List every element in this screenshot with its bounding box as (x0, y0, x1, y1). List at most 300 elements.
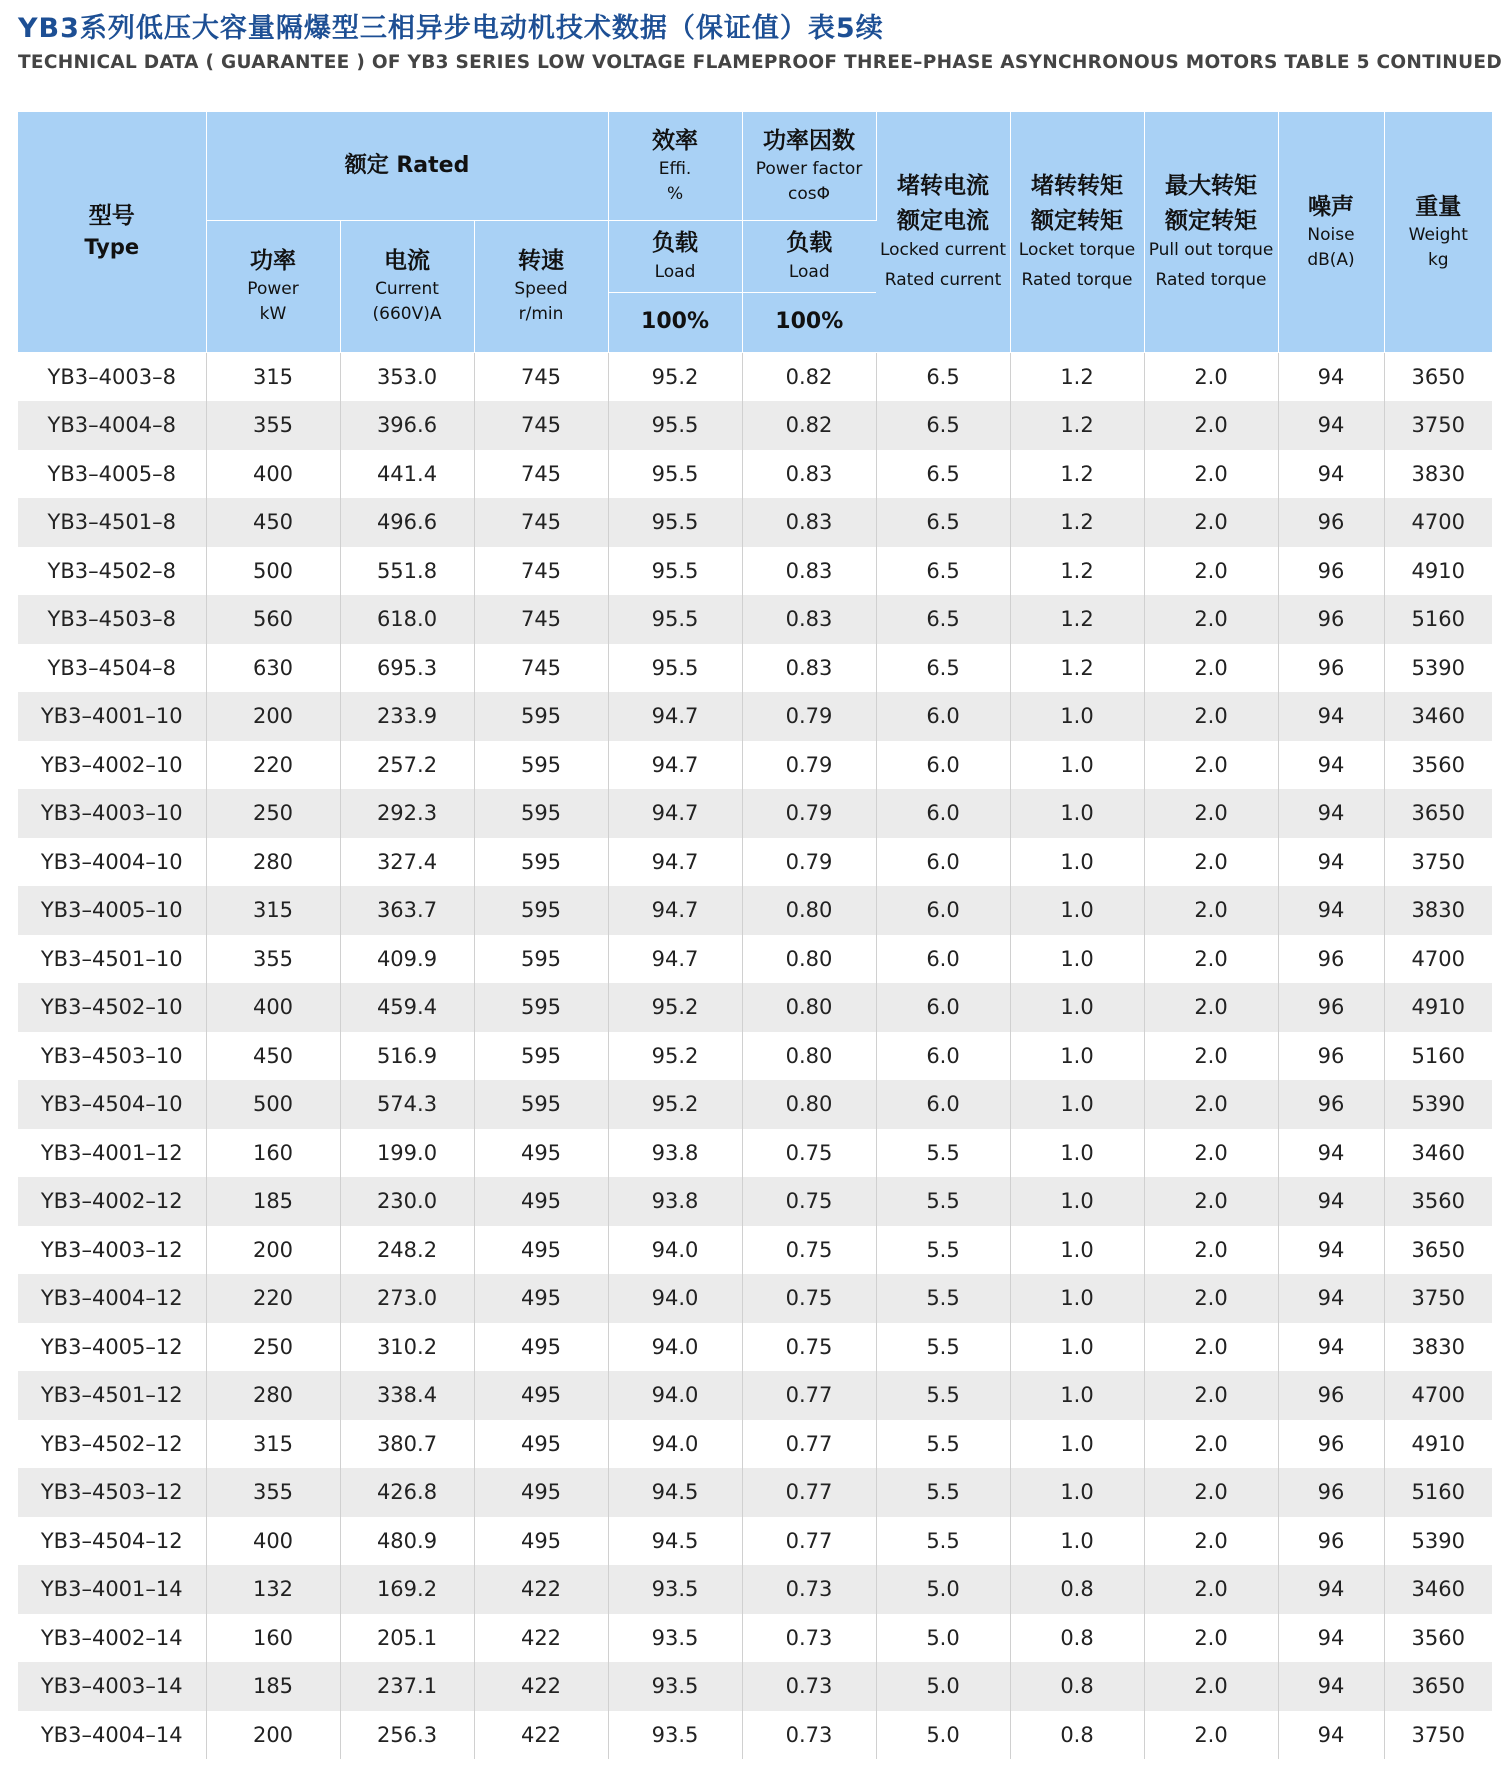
cell-efficiency: 95.2 (608, 983, 742, 1032)
cell-locked-torque-ratio: 0.8 (1010, 1662, 1144, 1711)
cell-type: YB3–4002–12 (18, 1177, 206, 1226)
cell-max-torque-ratio: 2.0 (1144, 1614, 1278, 1663)
cell-speed: 745 (474, 595, 608, 644)
cell-speed: 595 (474, 789, 608, 838)
cell-efficiency: 94.7 (608, 789, 742, 838)
table-row (18, 692, 1492, 741)
cell-efficiency: 95.5 (608, 595, 742, 644)
header-type: 型号 Type (18, 112, 206, 352)
cell-efficiency: 95.2 (608, 1032, 742, 1081)
header-eff-load: 负载 Load (608, 220, 742, 292)
cell-speed: 595 (474, 886, 608, 935)
cell-max-torque-ratio: 2.0 (1144, 547, 1278, 596)
cell-weight: 5160 (1384, 1468, 1492, 1517)
cell-locked-current-ratio: 5.5 (876, 1129, 1010, 1178)
table-row (18, 1274, 1492, 1323)
technical-data-table (18, 112, 1492, 1759)
cell-speed: 495 (474, 1371, 608, 1420)
table-row (18, 547, 1492, 596)
cell-locked-torque-ratio: 1.0 (1010, 1420, 1144, 1469)
cell-speed: 595 (474, 838, 608, 887)
cell-weight: 3750 (1384, 401, 1492, 450)
table-row (18, 838, 1492, 887)
cell-speed: 745 (474, 498, 608, 547)
cell-locked-torque-ratio: 0.8 (1010, 1614, 1144, 1663)
cell-power-factor: 0.83 (742, 547, 876, 596)
cell-current: 459.4 (340, 983, 474, 1032)
cell-power: 355 (206, 1468, 340, 1517)
cell-noise: 96 (1278, 595, 1384, 644)
table-row (18, 1420, 1492, 1469)
cell-locked-current-ratio: 5.0 (876, 1662, 1010, 1711)
cell-power-factor: 0.80 (742, 935, 876, 984)
cell-power: 315 (206, 1420, 340, 1469)
cell-speed: 495 (474, 1129, 608, 1178)
cell-max-torque-ratio: 2.0 (1144, 789, 1278, 838)
cell-weight: 5390 (1384, 644, 1492, 693)
cell-power: 400 (206, 1517, 340, 1566)
cell-power: 450 (206, 1032, 340, 1081)
cell-power-factor: 0.75 (742, 1274, 876, 1323)
cell-weight: 3650 (1384, 1662, 1492, 1711)
cell-weight: 4910 (1384, 1420, 1492, 1469)
header-pf-load: 负载 Load (742, 220, 876, 292)
cell-power: 560 (206, 595, 340, 644)
cell-weight: 3650 (1384, 1226, 1492, 1275)
cell-power-factor: 0.82 (742, 401, 876, 450)
cell-locked-torque-ratio: 1.0 (1010, 1129, 1144, 1178)
cell-type: YB3–4503–8 (18, 595, 206, 644)
cell-power-factor: 0.79 (742, 838, 876, 887)
cell-power-factor: 0.79 (742, 692, 876, 741)
cell-noise: 94 (1278, 1662, 1384, 1711)
cell-noise: 96 (1278, 1032, 1384, 1081)
cell-locked-torque-ratio: 0.8 (1010, 1565, 1144, 1614)
cell-efficiency: 95.5 (608, 547, 742, 596)
table-row (18, 1468, 1492, 1517)
cell-weight: 4910 (1384, 547, 1492, 596)
header-max-torque: 最大转矩 额定转矩 Pull out torque Rated torque (1144, 112, 1278, 352)
cell-current: 695.3 (340, 644, 474, 693)
header-power: 功率 Power kW (206, 220, 340, 352)
table-row (18, 1177, 1492, 1226)
cell-power: 200 (206, 692, 340, 741)
cell-weight: 3650 (1384, 789, 1492, 838)
cell-locked-current-ratio: 6.0 (876, 1080, 1010, 1129)
cell-locked-torque-ratio: 1.0 (1010, 1080, 1144, 1129)
cell-weight: 3460 (1384, 1129, 1492, 1178)
cell-noise: 94 (1278, 1323, 1384, 1372)
cell-type: YB3–4001–12 (18, 1129, 206, 1178)
cell-type: YB3–4501–8 (18, 498, 206, 547)
cell-current: 496.6 (340, 498, 474, 547)
cell-locked-torque-ratio: 1.0 (1010, 789, 1144, 838)
cell-type: YB3–4502–12 (18, 1420, 206, 1469)
header-current: 电流 Current (660V)A (340, 220, 474, 352)
cell-weight: 3460 (1384, 1565, 1492, 1614)
cell-weight: 3830 (1384, 1323, 1492, 1372)
cell-weight: 5390 (1384, 1080, 1492, 1129)
cell-locked-torque-ratio: 1.2 (1010, 547, 1144, 596)
cell-locked-torque-ratio: 1.2 (1010, 450, 1144, 499)
cell-max-torque-ratio: 2.0 (1144, 644, 1278, 693)
cell-noise: 96 (1278, 498, 1384, 547)
cell-weight: 3830 (1384, 886, 1492, 935)
cell-locked-torque-ratio: 1.0 (1010, 1468, 1144, 1517)
cell-current: 327.4 (340, 838, 474, 887)
cell-max-torque-ratio: 2.0 (1144, 886, 1278, 935)
cell-type: YB3–4002–10 (18, 741, 206, 790)
table-row (18, 935, 1492, 984)
cell-weight: 5160 (1384, 595, 1492, 644)
cell-power-factor: 0.73 (742, 1662, 876, 1711)
header-efficiency: 效率 Effi. % (608, 112, 742, 220)
cell-current: 237.1 (340, 1662, 474, 1711)
cell-efficiency: 94.5 (608, 1517, 742, 1566)
cell-speed: 495 (474, 1517, 608, 1566)
header-power-factor: 功率因数 Power factor cosΦ (742, 112, 876, 220)
cell-power-factor: 0.83 (742, 450, 876, 499)
cell-locked-current-ratio: 6.0 (876, 886, 1010, 935)
cell-max-torque-ratio: 2.0 (1144, 1468, 1278, 1517)
header-speed: 转速 Speed r/min (474, 220, 608, 352)
cell-power-factor: 0.80 (742, 886, 876, 935)
cell-speed: 495 (474, 1420, 608, 1469)
cell-speed: 495 (474, 1274, 608, 1323)
cell-weight: 3560 (1384, 1614, 1492, 1663)
cell-locked-torque-ratio: 1.0 (1010, 838, 1144, 887)
cell-noise: 94 (1278, 1177, 1384, 1226)
cell-max-torque-ratio: 2.0 (1144, 1032, 1278, 1081)
cell-weight: 4910 (1384, 983, 1492, 1032)
cell-max-torque-ratio: 2.0 (1144, 1565, 1278, 1614)
cell-current: 230.0 (340, 1177, 474, 1226)
table-row (18, 644, 1492, 693)
cell-power: 160 (206, 1129, 340, 1178)
cell-locked-torque-ratio: 1.2 (1010, 595, 1144, 644)
cell-power-factor: 0.77 (742, 1371, 876, 1420)
cell-locked-torque-ratio: 1.2 (1010, 352, 1144, 401)
cell-speed: 745 (474, 401, 608, 450)
cell-power: 250 (206, 1323, 340, 1372)
cell-current: 551.8 (340, 547, 474, 596)
cell-noise: 94 (1278, 1129, 1384, 1178)
cell-max-torque-ratio: 2.0 (1144, 1129, 1278, 1178)
cell-type: YB3–4002–14 (18, 1614, 206, 1663)
cell-max-torque-ratio: 2.0 (1144, 1080, 1278, 1129)
cell-speed: 595 (474, 1080, 608, 1129)
cell-type: YB3–4003–10 (18, 789, 206, 838)
cell-locked-current-ratio: 5.0 (876, 1565, 1010, 1614)
table-row (18, 401, 1492, 450)
cell-efficiency: 93.8 (608, 1129, 742, 1178)
cell-current: 353.0 (340, 352, 474, 401)
cell-locked-torque-ratio: 1.0 (1010, 886, 1144, 935)
cell-locked-current-ratio: 5.5 (876, 1177, 1010, 1226)
cell-power-factor: 0.83 (742, 595, 876, 644)
cell-locked-torque-ratio: 1.0 (1010, 1274, 1144, 1323)
cell-noise: 94 (1278, 1226, 1384, 1275)
cell-locked-current-ratio: 6.0 (876, 935, 1010, 984)
table-row (18, 450, 1492, 499)
cell-max-torque-ratio: 2.0 (1144, 1177, 1278, 1226)
cell-locked-current-ratio: 5.0 (876, 1614, 1010, 1663)
cell-efficiency: 94.7 (608, 741, 742, 790)
cell-speed: 495 (474, 1468, 608, 1517)
cell-power-factor: 0.73 (742, 1614, 876, 1663)
cell-current: 256.3 (340, 1711, 474, 1760)
cell-weight: 3750 (1384, 1274, 1492, 1323)
cell-power-factor: 0.77 (742, 1517, 876, 1566)
cell-locked-current-ratio: 6.5 (876, 547, 1010, 596)
table-row (18, 789, 1492, 838)
cell-power: 250 (206, 789, 340, 838)
cell-locked-current-ratio: 6.5 (876, 450, 1010, 499)
cell-current: 618.0 (340, 595, 474, 644)
cell-current: 248.2 (340, 1226, 474, 1275)
header-noise: 噪声 Noise dB(A) (1278, 112, 1384, 352)
cell-speed: 595 (474, 935, 608, 984)
cell-max-torque-ratio: 2.0 (1144, 1711, 1278, 1760)
table-row (18, 1226, 1492, 1275)
cell-noise: 96 (1278, 547, 1384, 596)
cell-type: YB3–4005–12 (18, 1323, 206, 1372)
table-row (18, 1711, 1492, 1760)
cell-efficiency: 95.2 (608, 1080, 742, 1129)
header-pf-load-pct: 100% (742, 292, 876, 352)
cell-noise: 94 (1278, 450, 1384, 499)
cell-type: YB3–4502–10 (18, 983, 206, 1032)
cell-efficiency: 94.0 (608, 1371, 742, 1420)
cell-type: YB3–4003–12 (18, 1226, 206, 1275)
cell-noise: 96 (1278, 1517, 1384, 1566)
cell-locked-current-ratio: 6.0 (876, 1032, 1010, 1081)
cell-noise: 94 (1278, 886, 1384, 935)
table-row (18, 1371, 1492, 1420)
cell-current: 199.0 (340, 1129, 474, 1178)
cell-power-factor: 0.79 (742, 741, 876, 790)
table-row (18, 741, 1492, 790)
cell-efficiency: 95.5 (608, 401, 742, 450)
cell-power: 500 (206, 547, 340, 596)
cell-max-torque-ratio: 2.0 (1144, 401, 1278, 450)
cell-current: 233.9 (340, 692, 474, 741)
cell-locked-torque-ratio: 1.0 (1010, 1323, 1144, 1372)
cell-power: 355 (206, 935, 340, 984)
cell-locked-current-ratio: 5.0 (876, 1711, 1010, 1760)
cell-noise: 94 (1278, 352, 1384, 401)
cell-locked-current-ratio: 5.5 (876, 1420, 1010, 1469)
cell-efficiency: 95.5 (608, 644, 742, 693)
cell-power-factor: 0.82 (742, 352, 876, 401)
cell-efficiency: 93.5 (608, 1614, 742, 1663)
cell-noise: 94 (1278, 692, 1384, 741)
cell-power: 315 (206, 352, 340, 401)
cell-max-torque-ratio: 2.0 (1144, 595, 1278, 644)
cell-locked-torque-ratio: 1.2 (1010, 401, 1144, 450)
cell-type: YB3–4001–14 (18, 1565, 206, 1614)
cell-locked-torque-ratio: 1.0 (1010, 1517, 1144, 1566)
table-row (18, 1662, 1492, 1711)
cell-efficiency: 94.0 (608, 1323, 742, 1372)
cell-locked-current-ratio: 5.5 (876, 1226, 1010, 1275)
cell-power: 132 (206, 1565, 340, 1614)
cell-current: 480.9 (340, 1517, 474, 1566)
cell-locked-torque-ratio: 1.2 (1010, 498, 1144, 547)
cell-locked-torque-ratio: 1.0 (1010, 1177, 1144, 1226)
cell-max-torque-ratio: 2.0 (1144, 692, 1278, 741)
cell-max-torque-ratio: 2.0 (1144, 450, 1278, 499)
cell-noise: 94 (1278, 401, 1384, 450)
cell-speed: 495 (474, 1323, 608, 1372)
cell-power-factor: 0.80 (742, 1032, 876, 1081)
cell-max-torque-ratio: 2.0 (1144, 1371, 1278, 1420)
cell-current: 257.2 (340, 741, 474, 790)
cell-noise: 96 (1278, 983, 1384, 1032)
cell-power: 400 (206, 450, 340, 499)
cell-max-torque-ratio: 2.0 (1144, 498, 1278, 547)
cell-current: 396.6 (340, 401, 474, 450)
cell-type: YB3–4504–10 (18, 1080, 206, 1129)
cell-efficiency: 94.7 (608, 935, 742, 984)
cell-locked-torque-ratio: 0.8 (1010, 1711, 1144, 1760)
cell-max-torque-ratio: 2.0 (1144, 983, 1278, 1032)
cell-noise: 94 (1278, 1274, 1384, 1323)
cell-current: 338.4 (340, 1371, 474, 1420)
cell-efficiency: 95.2 (608, 352, 742, 401)
cell-locked-current-ratio: 6.5 (876, 644, 1010, 693)
cell-weight: 4700 (1384, 498, 1492, 547)
table-row (18, 352, 1492, 401)
cell-weight: 3750 (1384, 1711, 1492, 1760)
cell-speed: 745 (474, 547, 608, 596)
cell-type: YB3–4004–8 (18, 401, 206, 450)
cell-locked-current-ratio: 6.5 (876, 595, 1010, 644)
cell-max-torque-ratio: 2.0 (1144, 1662, 1278, 1711)
cell-locked-current-ratio: 6.0 (876, 789, 1010, 838)
cell-noise: 96 (1278, 1468, 1384, 1517)
cell-speed: 745 (474, 644, 608, 693)
cell-power-factor: 0.80 (742, 983, 876, 1032)
cell-power: 220 (206, 1274, 340, 1323)
cell-efficiency: 94.5 (608, 1468, 742, 1517)
cell-power: 220 (206, 741, 340, 790)
header-locked-current: 堵转电流 额定电流 Locked current Rated current (876, 112, 1010, 352)
cell-efficiency: 94.7 (608, 886, 742, 935)
table-row (18, 1032, 1492, 1081)
cell-type: YB3–4005–8 (18, 450, 206, 499)
cell-locked-current-ratio: 6.5 (876, 498, 1010, 547)
cell-power: 280 (206, 1371, 340, 1420)
cell-noise: 94 (1278, 1614, 1384, 1663)
cell-power-factor: 0.73 (742, 1565, 876, 1614)
cell-current: 426.8 (340, 1468, 474, 1517)
table-row (18, 498, 1492, 547)
cell-type: YB3–4504–8 (18, 644, 206, 693)
cell-max-torque-ratio: 2.0 (1144, 741, 1278, 790)
cell-locked-current-ratio: 6.0 (876, 838, 1010, 887)
cell-efficiency: 94.0 (608, 1226, 742, 1275)
cell-power-factor: 0.75 (742, 1226, 876, 1275)
cell-max-torque-ratio: 2.0 (1144, 838, 1278, 887)
cell-type: YB3–4503–10 (18, 1032, 206, 1081)
cell-locked-current-ratio: 5.5 (876, 1274, 1010, 1323)
cell-type: YB3–4004–10 (18, 838, 206, 887)
cell-max-torque-ratio: 2.0 (1144, 1420, 1278, 1469)
header-rated: 额定 Rated (206, 112, 608, 220)
cell-speed: 422 (474, 1565, 608, 1614)
cell-locked-current-ratio: 5.5 (876, 1371, 1010, 1420)
cell-noise: 96 (1278, 644, 1384, 693)
table-row (18, 983, 1492, 1032)
cell-power: 500 (206, 1080, 340, 1129)
cell-noise: 94 (1278, 838, 1384, 887)
cell-speed: 422 (474, 1711, 608, 1760)
cell-weight: 3830 (1384, 450, 1492, 499)
page-subtitle: TECHNICAL DATA ( GUARANTEE ) OF YB3 SERIES LOW VOLTAGE FLAMEPROOF THREE–PHASE ASYNCHRONOUS MOTORS TABLE 5 CONTINUED (18, 52, 1503, 73)
cell-max-torque-ratio: 2.0 (1144, 352, 1278, 401)
cell-speed: 495 (474, 1226, 608, 1275)
cell-noise: 94 (1278, 1711, 1384, 1760)
cell-type: YB3–4003–8 (18, 352, 206, 401)
cell-locked-current-ratio: 6.0 (876, 692, 1010, 741)
cell-power: 400 (206, 983, 340, 1032)
cell-type: YB3–4005–10 (18, 886, 206, 935)
cell-power-factor: 0.77 (742, 1420, 876, 1469)
cell-type: YB3–4003–14 (18, 1662, 206, 1711)
cell-weight: 3560 (1384, 741, 1492, 790)
cell-locked-torque-ratio: 1.0 (1010, 1371, 1144, 1420)
cell-type: YB3–4004–14 (18, 1711, 206, 1760)
cell-current: 363.7 (340, 886, 474, 935)
cell-power: 160 (206, 1614, 340, 1663)
cell-efficiency: 94.0 (608, 1420, 742, 1469)
table-row (18, 886, 1492, 935)
cell-type: YB3–4001–10 (18, 692, 206, 741)
cell-speed: 495 (474, 1177, 608, 1226)
cell-locked-current-ratio: 6.0 (876, 741, 1010, 790)
cell-current: 310.2 (340, 1323, 474, 1372)
cell-current: 574.3 (340, 1080, 474, 1129)
cell-locked-torque-ratio: 1.0 (1010, 983, 1144, 1032)
header-weight: 重量 Weight kg (1384, 112, 1492, 352)
cell-noise: 94 (1278, 789, 1384, 838)
table-row (18, 1129, 1492, 1178)
cell-efficiency: 93.5 (608, 1565, 742, 1614)
cell-speed: 745 (474, 450, 608, 499)
cell-power-factor: 0.80 (742, 1080, 876, 1129)
cell-noise: 96 (1278, 1420, 1384, 1469)
cell-current: 409.9 (340, 935, 474, 984)
cell-power: 185 (206, 1177, 340, 1226)
cell-locked-current-ratio: 5.5 (876, 1468, 1010, 1517)
cell-power: 185 (206, 1662, 340, 1711)
cell-type: YB3–4504–12 (18, 1517, 206, 1566)
cell-power: 355 (206, 401, 340, 450)
table-body (18, 352, 1492, 1759)
cell-locked-torque-ratio: 1.0 (1010, 741, 1144, 790)
cell-noise: 96 (1278, 1371, 1384, 1420)
table-row (18, 1080, 1492, 1129)
cell-efficiency: 95.5 (608, 450, 742, 499)
cell-type: YB3–4502–8 (18, 547, 206, 596)
cell-current: 292.3 (340, 789, 474, 838)
cell-power: 280 (206, 838, 340, 887)
cell-power-factor: 0.75 (742, 1323, 876, 1372)
cell-current: 169.2 (340, 1565, 474, 1614)
cell-speed: 595 (474, 983, 608, 1032)
cell-speed: 422 (474, 1614, 608, 1663)
